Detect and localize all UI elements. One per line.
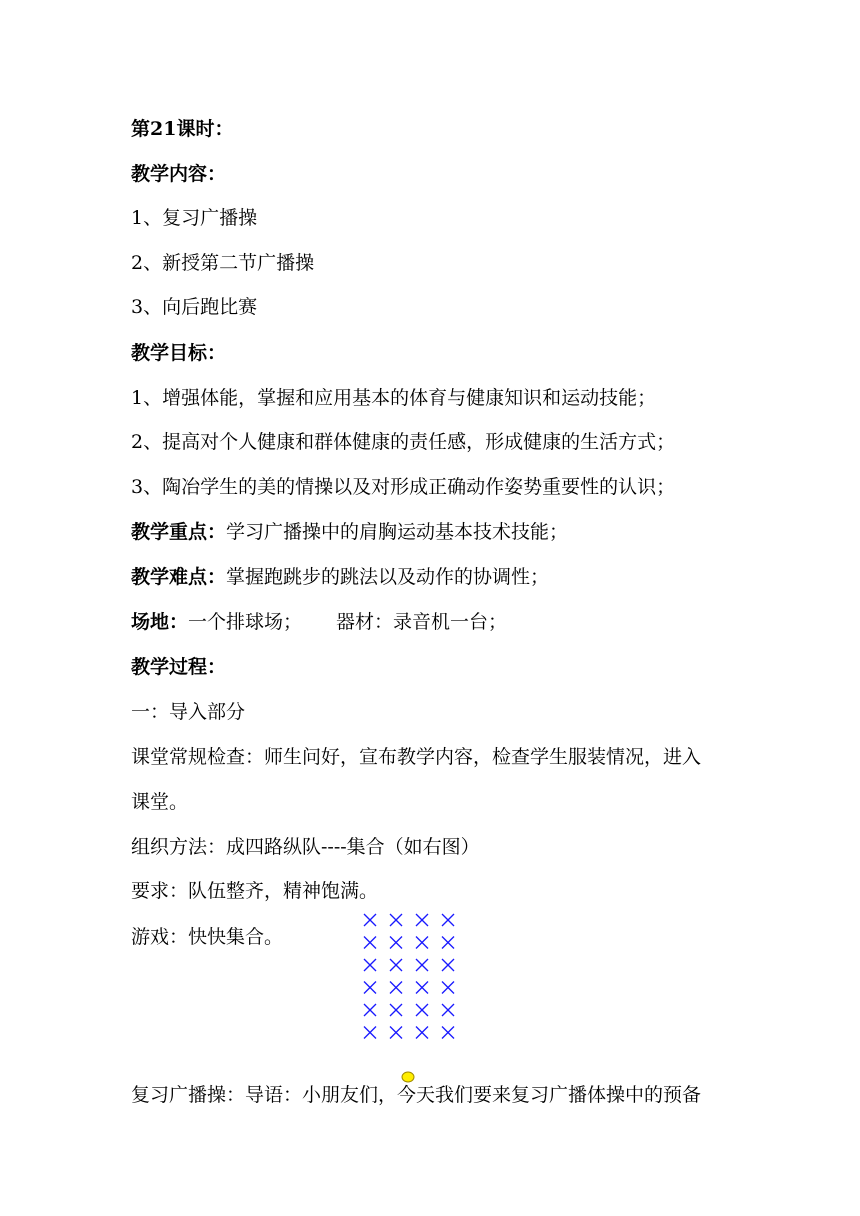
student-marker — [364, 959, 376, 971]
part-one-heading: 一：导入部分 — [131, 701, 246, 723]
student-marker — [442, 959, 454, 971]
routine-line-continued: 课堂。 — [131, 791, 189, 813]
content-item: 3、向后跑比赛 — [131, 296, 258, 318]
venue-label: 场地： — [131, 611, 189, 633]
student-marker — [390, 959, 402, 971]
difficulty-text: 掌握跑跳步的跳法以及动作的协调性； — [226, 566, 550, 588]
student-marker — [416, 982, 428, 994]
student-marker — [416, 959, 428, 971]
venue-equipment — [131, 610, 507, 634]
game: 游戏：快快集合。 — [131, 926, 284, 948]
process-heading: 教学过程： — [131, 656, 227, 678]
key-point — [131, 520, 568, 544]
student-marker — [390, 914, 402, 926]
difficulty-label: 教学难点： — [131, 566, 227, 588]
organization-method: 组织方法：成四路纵队----集合（如右图） — [131, 836, 480, 858]
student-marker — [442, 937, 454, 949]
goal-item: 1、增强体能，掌握和应用基本的体育与健康知识和运动技能； — [131, 387, 657, 409]
review-line: 复习广播操：导语：小朋友们，今天我们要来复习广播体操中的预备 — [131, 1084, 702, 1106]
student-marker — [442, 1027, 454, 1039]
student-marker — [364, 1004, 376, 1016]
lesson-title: 第21课时： — [131, 118, 234, 140]
key-point-label: 教学重点： — [131, 521, 227, 543]
teacher-marker-shape — [402, 1072, 414, 1082]
student-marker — [416, 914, 428, 926]
difficulty — [131, 565, 549, 589]
student-marker — [390, 1027, 402, 1039]
equipment-text: 器材：录音机一台； — [336, 611, 508, 633]
student-marker — [416, 1027, 428, 1039]
content-heading: 教学内容： — [131, 163, 227, 185]
venue-text: 一个排球场； — [188, 611, 303, 633]
student-marker — [364, 1027, 376, 1039]
routine-line: 课堂常规检查：师生问好，宣布教学内容，检查学生服装情况，进入 — [131, 746, 702, 768]
key-point-text: 学习广播操中的肩胸运动基本技术技能； — [226, 521, 569, 543]
student-marker — [364, 982, 376, 994]
student-marker — [442, 982, 454, 994]
goals-heading: 教学目标： — [131, 342, 227, 364]
goal-item: 3、陶冶学生的美的情操以及对形成正确动作姿势重要性的认识； — [131, 476, 676, 498]
content-item: 2、新授第二节广播操 — [131, 252, 315, 274]
student-marker — [442, 914, 454, 926]
teacher-marker — [401, 1071, 415, 1083]
student-marker — [364, 914, 376, 926]
student-marker — [416, 1004, 428, 1016]
student-marker — [364, 937, 376, 949]
student-marker — [442, 1004, 454, 1016]
formation-diagram — [360, 910, 460, 1046]
content-item: 1、复习广播操 — [131, 207, 258, 229]
student-marker — [390, 1004, 402, 1016]
requirement: 要求：队伍整齐，精神饱满。 — [131, 880, 379, 902]
student-marker — [416, 937, 428, 949]
student-marker — [390, 937, 402, 949]
student-marker — [390, 982, 402, 994]
goal-item: 2、提高对个人健康和群体健康的责任感，形成健康的生活方式； — [131, 431, 676, 453]
